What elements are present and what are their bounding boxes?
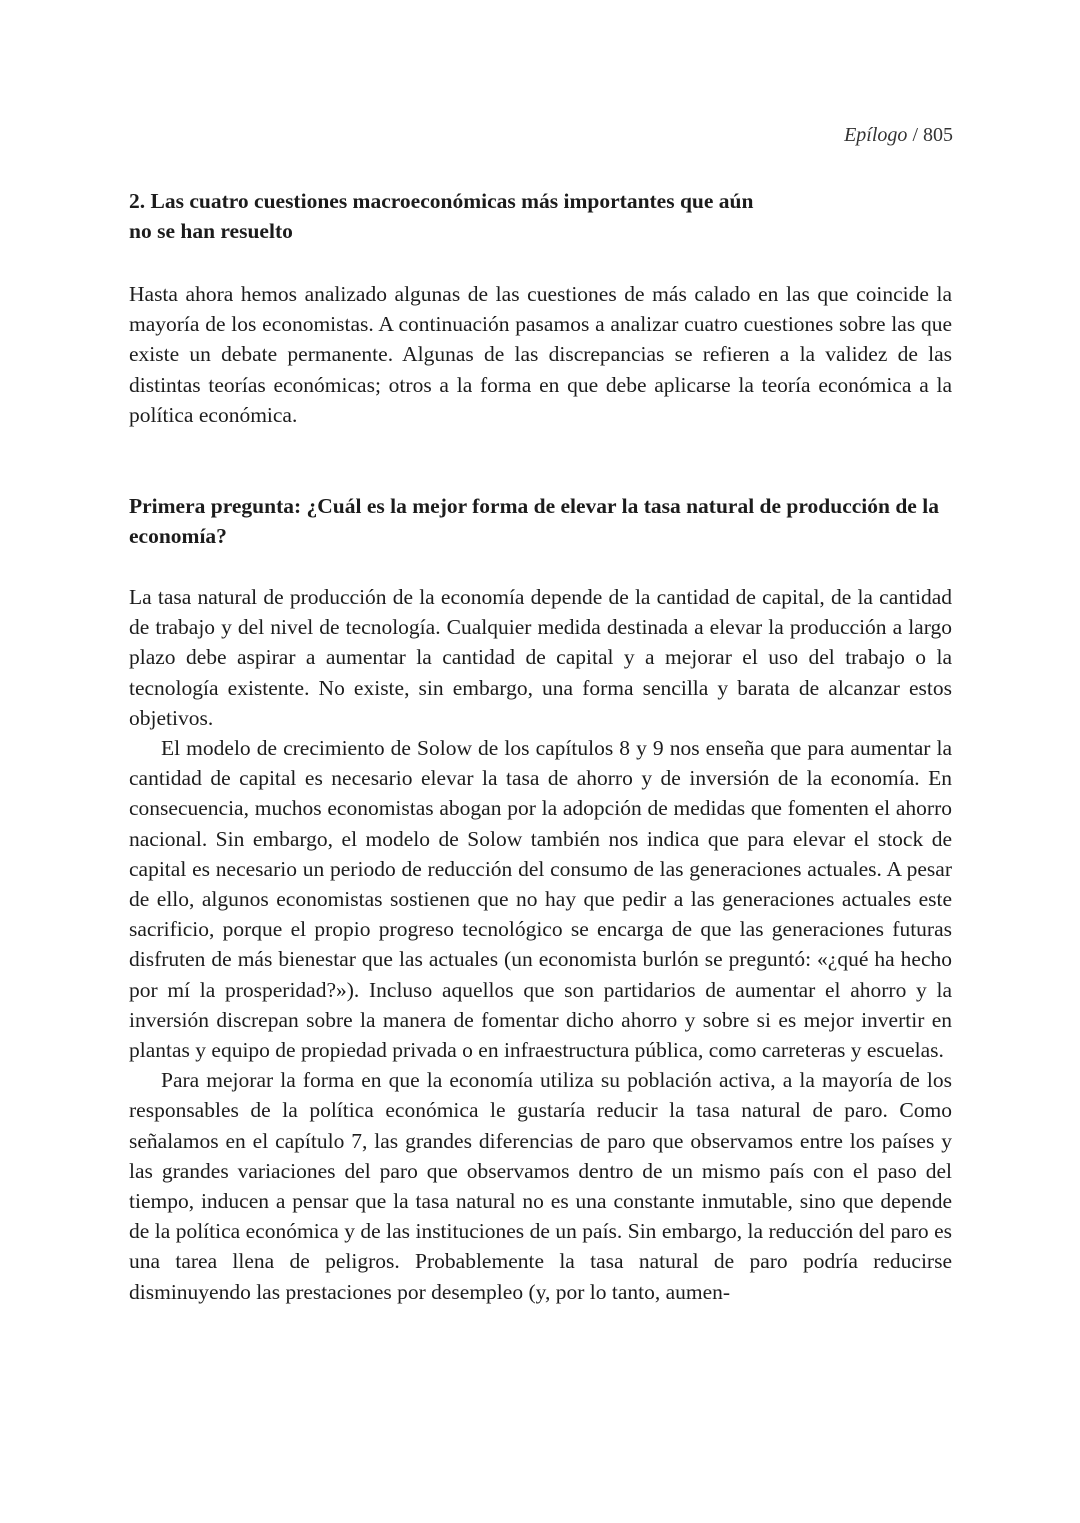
body-paragraph-2: El modelo de crecimiento de Solow de los capítulos 8 y 9 nos enseña que para aumentar la cantidad de capital es necesario elevar la tasa de ahorro y de inversión de la economía. En consecuencia, muchos economistas abogan por la adopción de medidas que fomenten el ahorro nacional. Sin embargo, el modelo de Solow también nos indica que para elevar el stock de capital es necesario un periodo de reducción del consumo de las generaciones actuales. A pesar de ello, algunos economistas sostienen que no hay que pedir a las generaciones actuales este sacrificio, porque el propio progreso tecnológico se encarga de que las generaciones futuras disfruten de más bienestar que las actuales (un economista burlón se preguntó: «¿qué ha hecho por mí la prosperidad?»). Incluso aquellos que son partidarios de aumentar el ahorro y la inversión discrepan sobre la manera de fomentar dicho ahorro y sobre si es mejor invertir en plantas y equipo de propiedad privada o en infraestructura pública, como carreteras y escuelas. xyxy=(129,736,952,1063)
intro-paragraph: Hasta ahora hemos analizado algunas de las cuestiones de más calado en las que coincide la mayoría de los economistas. A continuación pasamos a analizar cuatro cuestiones sobre las que existe un debate permanente. Algunas de las discrepancias se refieren a la validez de las distintas teorías económicas; otros a la forma en que debe aplicarse la teoría económica a la política económica. xyxy=(129,282,952,427)
section-intro xyxy=(129,279,952,430)
section-title-line-2: no se han resuelto xyxy=(129,219,293,243)
running-head-separator: / xyxy=(907,124,923,146)
body-paragraph-3: Para mejorar la forma en que la economía utiliza su población activa, a la mayoría de los responsables de la política económica le gustaría reducir la tasa natural de paro. Como señalamos en el capítulo 7, las grandes diferencias de paro que observamos entre los países y las grandes variaciones del paro que observamos dentro de un mismo país con el paso del tiempo, inducen a pensar que la tasa natural no es una constante inmutable, sino que depende de la política económica y de las instituciones de un país. Sin embargo, la reducción del paro es una tarea llena de peligros. Probablemente la tasa natural de paro podría reducirse disminuyendo las prestaciones por desempleo (y, por lo tanto, aumen- xyxy=(129,1068,952,1304)
chapter-name: Epílogo xyxy=(844,124,908,146)
subsection-title: Primera pregunta: ¿Cuál es la mejor forma de elevar la tasa natural de producción de la economía? xyxy=(129,494,939,548)
page-number: 805 xyxy=(923,124,953,146)
body-paragraph-1: La tasa natural de producción de la economía depende de la cantidad de capital, de la cantidad de trabajo y del nivel de tecnología. Cualquier medida destinada a elevar la producción a largo plazo debe aspirar a aumentar la cantidad de capital y a mejorar el uso del trabajo o la tecnología existente. No existe, sin embargo, una forma sencilla y barata de alcanzar estos objetivos. xyxy=(129,585,952,730)
section-title xyxy=(129,186,952,246)
section-title-line-1: 2. Las cuatro cuestiones macroeconómicas más importantes que aún xyxy=(129,189,754,213)
subsection-body xyxy=(129,582,952,1307)
running-head xyxy=(844,124,953,147)
